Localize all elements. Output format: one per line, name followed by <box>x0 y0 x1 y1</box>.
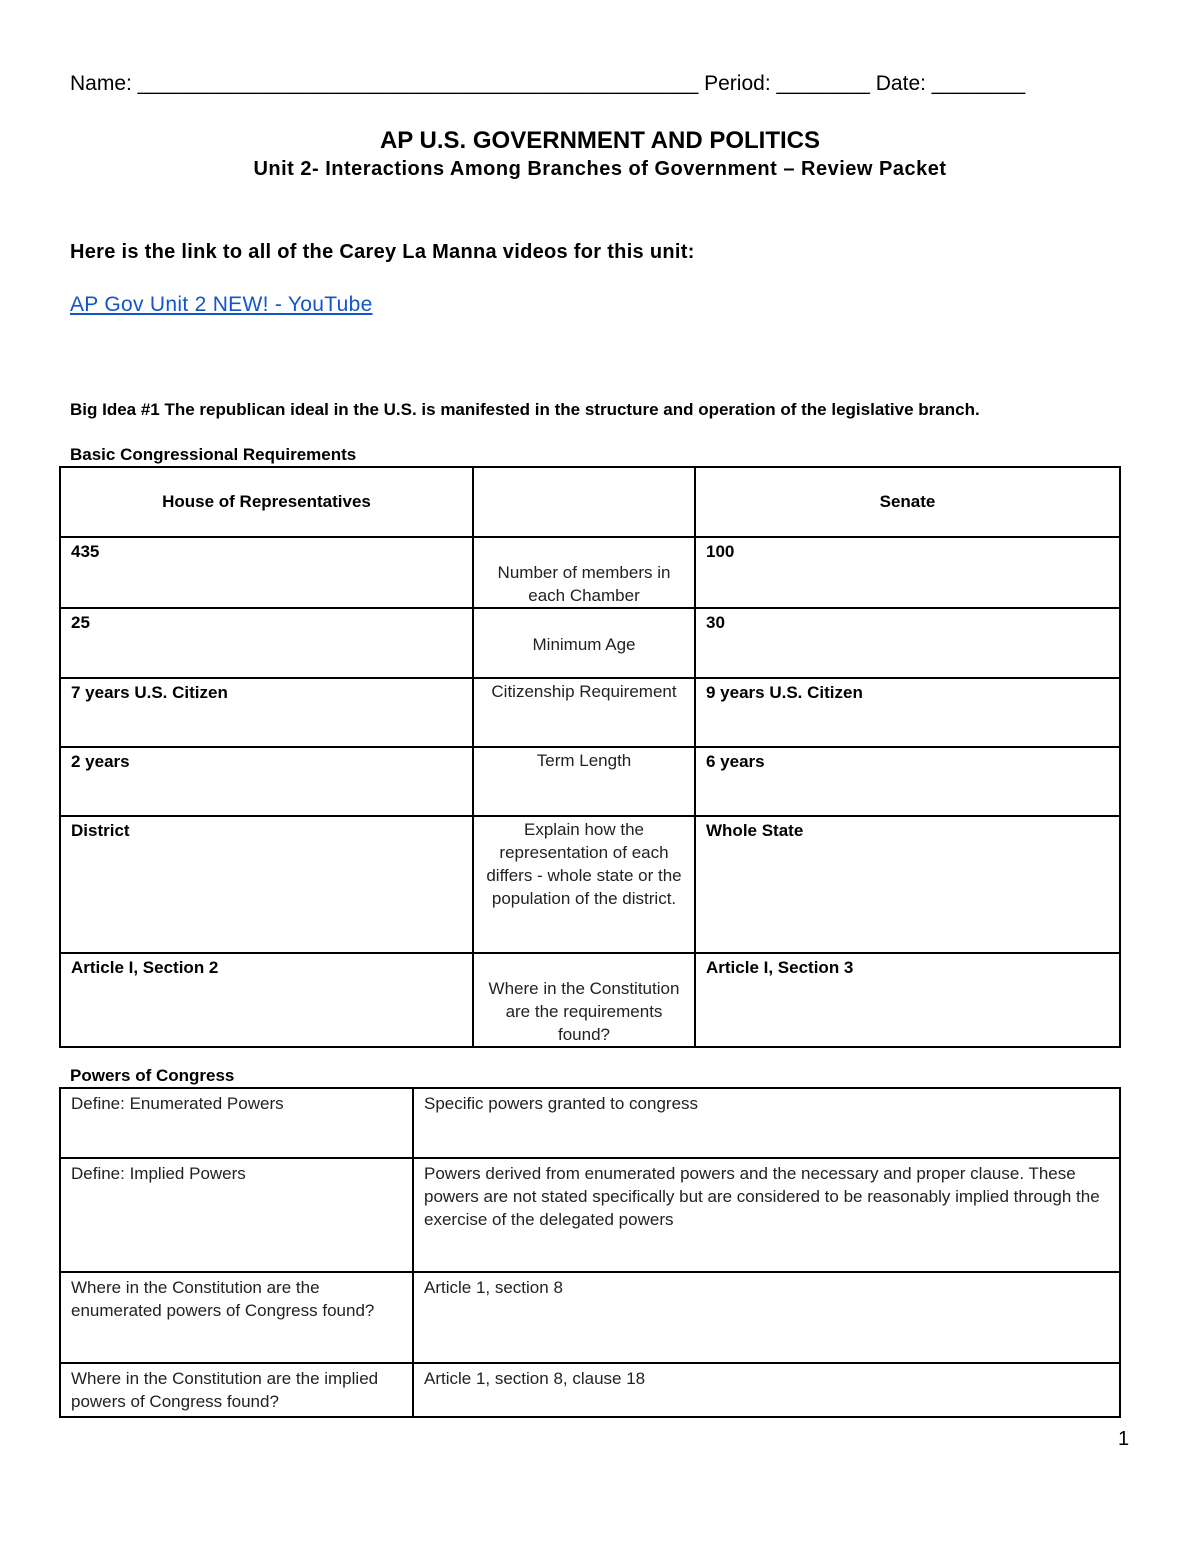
big-idea-heading: Big Idea #1 The republican ideal in the U.S. is manifested in the structure and operation of the legislative branch. <box>70 400 980 419</box>
table-row <box>60 678 1120 747</box>
house-value: District <box>60 816 473 953</box>
row-label: Term Length <box>473 747 695 816</box>
power-answer: Powers derived from enumerated powers and the necessary and proper clause. These powers are not stated specifically but are considered to be reasonably implied through the exercise of the delegated powers <box>413 1158 1120 1272</box>
senate-value: 9 years U.S. Citizen <box>695 678 1120 747</box>
power-answer: Article 1, section 8 <box>413 1272 1120 1363</box>
requirements-section-title: Basic Congressional Requirements <box>70 445 357 464</box>
header-senate: Senate <box>695 467 1120 537</box>
header-blank <box>473 467 695 537</box>
row-label: Minimum Age <box>473 608 695 678</box>
video-link-intro: Here is the link to all of the Carey La Manna videos for this unit: <box>70 241 695 263</box>
house-value: 2 years <box>60 747 473 816</box>
powers-of-congress-table <box>59 1087 1121 1418</box>
table-row <box>60 1158 1120 1272</box>
power-term: Define: Implied Powers <box>60 1158 413 1272</box>
header-house: House of Representatives <box>60 467 473 537</box>
table-row <box>60 816 1120 953</box>
row-label: Where in the Constitution are the requirements found? <box>473 953 695 1047</box>
house-value: Article I, Section 2 <box>60 953 473 1047</box>
house-value: 7 years U.S. Citizen <box>60 678 473 747</box>
powers-section-title: Powers of Congress <box>70 1066 235 1085</box>
table-row <box>60 1272 1120 1363</box>
senate-value: Whole State <box>695 816 1120 953</box>
power-term: Where in the Constitution are the implied powers of Congress found? <box>60 1363 413 1417</box>
table-row <box>60 747 1120 816</box>
youtube-playlist-link[interactable]: AP Gov Unit 2 NEW! - YouTube <box>70 293 373 316</box>
row-label: Number of members in each Chamber <box>473 537 695 608</box>
house-value: 435 <box>60 537 473 608</box>
name-period-date-line: Name: ________________________________________________ Period: ________ Date: ________ <box>70 72 1026 95</box>
senate-value: 100 <box>695 537 1120 608</box>
table-row <box>60 953 1120 1047</box>
power-term: Define: Enumerated Powers <box>60 1088 413 1158</box>
page-number: 1 <box>1118 1428 1130 1450</box>
document-title: AP U.S. GOVERNMENT AND POLITICS <box>379 127 821 154</box>
power-term: Where in the Constitution are the enumerated powers of Congress found? <box>60 1272 413 1363</box>
table-row <box>60 608 1120 678</box>
congressional-requirements-table <box>59 466 1121 1048</box>
row-label: Citizenship Requirement <box>473 678 695 747</box>
row-label: Explain how the representation of each differs - whole state or the population of the district. <box>473 816 695 953</box>
table-row <box>60 1363 1120 1417</box>
power-answer: Specific powers granted to congress <box>413 1088 1120 1158</box>
power-answer: Article 1, section 8, clause 18 <box>413 1363 1120 1417</box>
senate-value: 6 years <box>695 747 1120 816</box>
senate-value: 30 <box>695 608 1120 678</box>
document-subtitle: Unit 2- Interactions Among Branches of Government – Review Packet <box>253 158 947 180</box>
table-header-row <box>60 467 1120 537</box>
house-value: 25 <box>60 608 473 678</box>
table-row <box>60 1088 1120 1158</box>
table-row <box>60 537 1120 608</box>
senate-value: Article I, Section 3 <box>695 953 1120 1047</box>
